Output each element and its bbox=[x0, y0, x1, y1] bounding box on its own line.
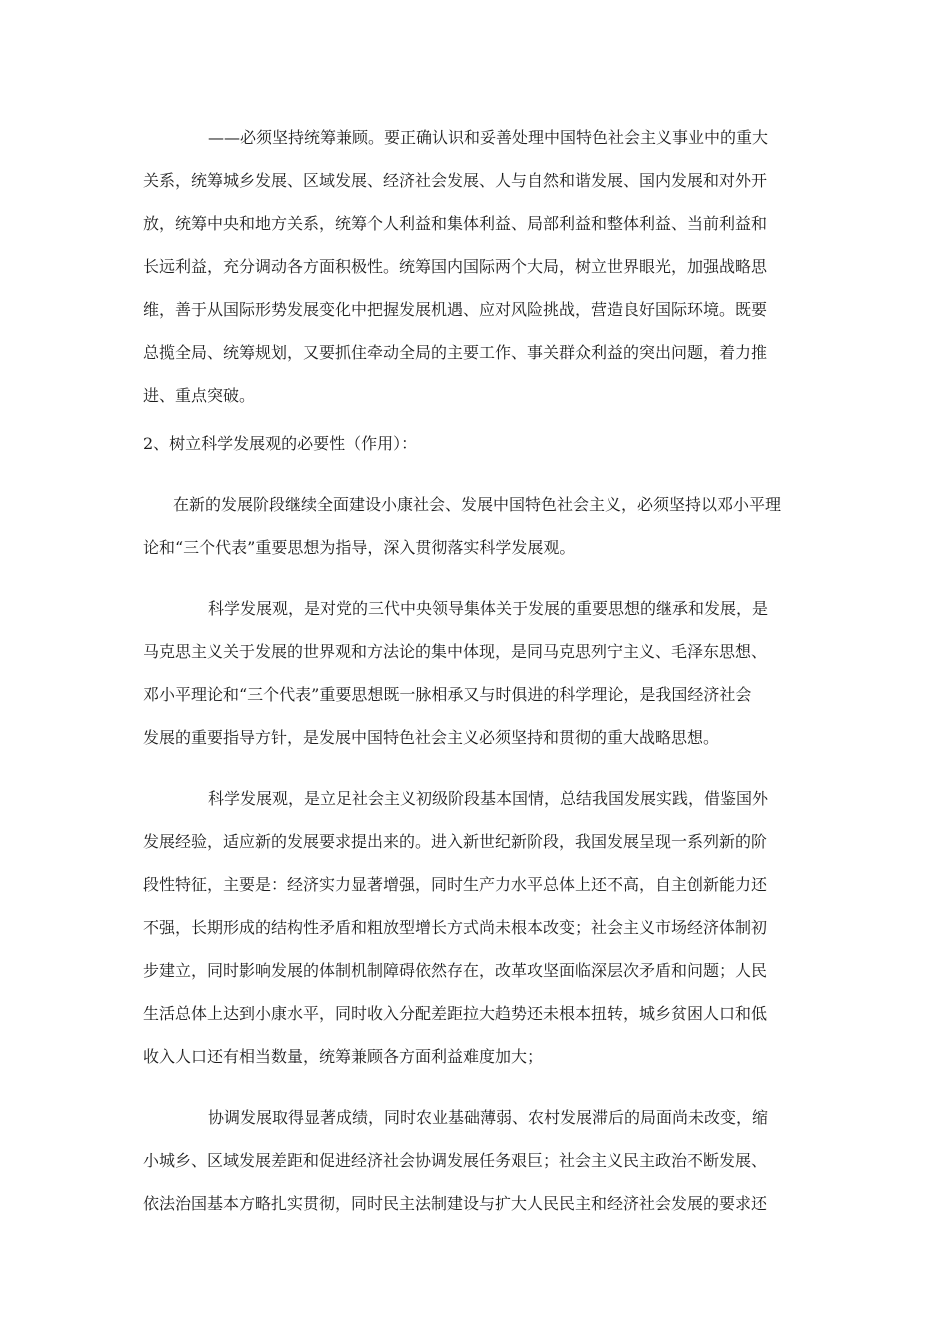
text-line: 步建立，同时影响发展的体制机制障碍依然存在，改革攻坚面临深层次矛盾和问题；人民 bbox=[143, 961, 768, 980]
text-line: 依法治国基本方略扎实贯彻，同时民主法制建设与扩大人民民主和经济社会发展的要求还 bbox=[143, 1194, 768, 1213]
text-line: 放，统筹中央和地方关系，统筹个人利益和集体利益、局部利益和整体利益、当前利益和 bbox=[143, 214, 768, 233]
text-line: 进、重点突破。 bbox=[143, 386, 256, 405]
text-line: 邓小平理论和“三个代表”重要思想既一脉相承又与时俱进的科学理论，是我国经济社会 bbox=[143, 685, 752, 704]
text-line: 发展的重要指导方针，是发展中国特色社会主义必须坚持和贯彻的重大战略思想。 bbox=[143, 728, 720, 747]
text-line: 小城乡、区域发展差距和促进经济社会协调发展任务艰巨；社会主义民主政治不断发展、 bbox=[143, 1151, 768, 1170]
text-line: 科学发展观，是对党的三代中央领导集体关于发展的重要思想的继承和发展，是 bbox=[208, 599, 769, 618]
text-line: 科学发展观，是立足社会主义初级阶段基本国情，总结我国发展实践，借鉴国外 bbox=[208, 789, 769, 808]
text-line: 长远利益，充分调动各方面积极性。统筹国内国际两个大局，树立世界眼光，加强战略思 bbox=[143, 257, 768, 276]
text-line: 关系，统筹城乡发展、区域发展、经济社会发展、人与自然和谐发展、国内发展和对外开 bbox=[143, 171, 768, 190]
text-line: 在新的发展阶段继续全面建设小康社会、发展中国特色社会主义，必须坚持以邓小平理 bbox=[173, 495, 782, 514]
text-line: 协调发展取得显著成绩，同时农业基础薄弱、农村发展滞后的局面尚未改变，缩 bbox=[208, 1108, 769, 1127]
text-line: 论和“三个代表”重要思想为指导，深入贯彻落实科学发展观。 bbox=[143, 538, 576, 557]
text-line: 发展经验，适应新的发展要求提出来的。进入新世纪新阶段，我国发展呈现一系列新的阶 bbox=[143, 832, 768, 851]
text-line: 段性特征，主要是：经济实力显著增强，同时生产力水平总体上还不高，自主创新能力还 bbox=[143, 875, 768, 894]
text-line: 维，善于从国际形势发展变化中把握发展机遇、应对风险挑战，营造良好国际环境。既要 bbox=[143, 300, 768, 319]
text-line: ——必须坚持统筹兼顾。要正确认识和妥善处理中国特色社会主义事业中的重大 bbox=[208, 128, 769, 147]
text-line: 生活总体上达到小康水平，同时收入分配差距拉大趋势还未根本扭转，城乡贫困人口和低 bbox=[143, 1004, 768, 1023]
heading-text: 2、树立科学发展观的必要性（作用）： bbox=[143, 434, 418, 453]
text-line: 总揽全局、统筹规划，又要抓住牵动全局的主要工作、事关群众利益的突出问题，着力推 bbox=[143, 343, 768, 362]
text-line: 不强，长期形成的结构性矛盾和粗放型增长方式尚未根本改变；社会主义市场经济体制初 bbox=[143, 918, 768, 937]
text-line: 收入人口还有相当数量，统筹兼顾各方面利益难度加大； bbox=[143, 1047, 544, 1066]
text-line: 马克思主义关于发展的世界观和方法论的集中体现，是同马克思列宁主义、毛泽东思想、 bbox=[143, 642, 768, 661]
